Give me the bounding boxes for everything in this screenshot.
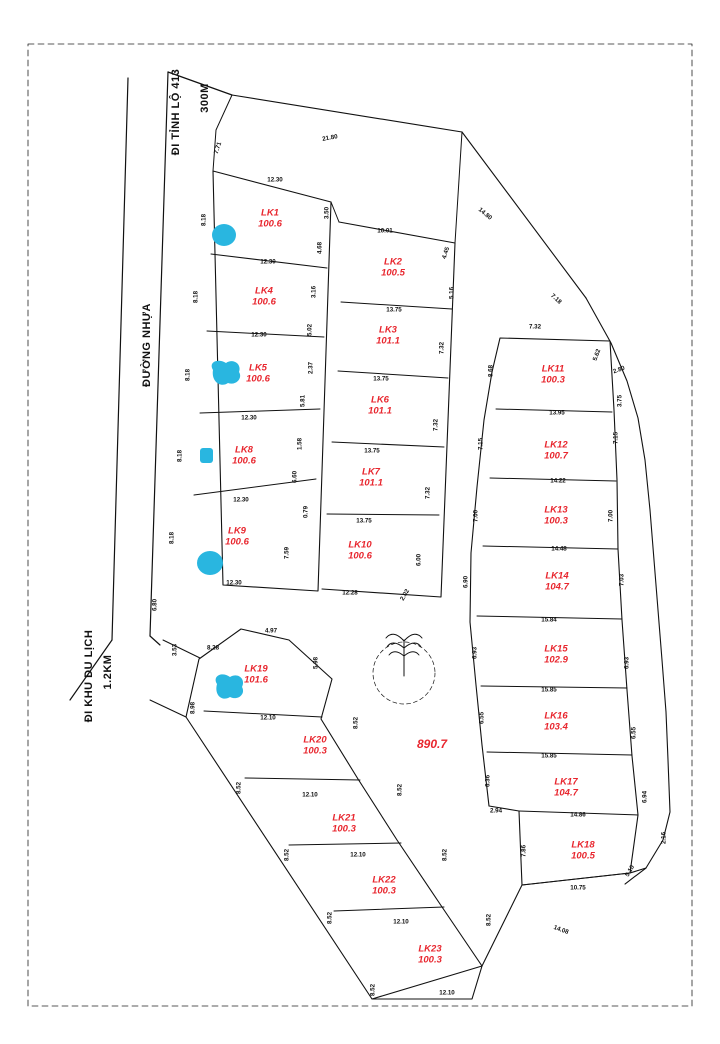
road-label-khu-du-lich: ĐI KHU DU LỊCH [83, 629, 95, 723]
dimension-label: 2.16 [660, 831, 668, 845]
dimension-label: 8.28 [206, 644, 220, 652]
dimension-label: 14.22 [550, 477, 566, 485]
dimension-label: 7.03 [618, 573, 626, 587]
dimension-label: 14.80 [476, 206, 494, 222]
block-east-bottom [522, 873, 630, 885]
road-edge-north [168, 72, 232, 95]
road-label-duong-nhua: ĐƯỜNG NHỰA [141, 303, 153, 387]
lot-area: 100.3 [303, 745, 327, 756]
dimension-label: 2.80 [612, 364, 626, 376]
dimension-label: 14.86 [570, 811, 586, 819]
east-boundary [586, 298, 670, 884]
road-lower-west [70, 640, 112, 700]
dimension-label: 12.30 [233, 496, 249, 504]
dimension-label: 7.18 [549, 292, 563, 306]
dimension-label: 7.86 [520, 844, 528, 858]
dimension-label: 12.30 [241, 414, 257, 422]
lot-area: 100.3 [372, 885, 396, 896]
south-road-link-b [150, 700, 186, 717]
dimension-label: 8.52 [352, 716, 360, 730]
lot-area: 103.4 [544, 721, 568, 732]
lot-div-lk1-lk4 [211, 254, 327, 268]
dimension-label: 3.53 [171, 643, 179, 657]
dimension-label: 8.52 [396, 783, 404, 797]
lot-code: LK9 [228, 525, 246, 537]
spacer [232, 95, 560, 600]
dimension-label: 7.59 [283, 546, 291, 560]
dimension-label: 8.18 [192, 290, 200, 304]
lot-area: 101.6 [244, 674, 268, 685]
lot-area: 100.6 [252, 296, 276, 307]
lot-code: LK10 [348, 539, 372, 551]
lot-code: LK15 [544, 643, 568, 655]
block-west-top-link [213, 95, 232, 171]
lot-code: LK17 [554, 776, 578, 788]
lot-div-lk6-lk7 [332, 442, 444, 447]
lot-area: 100.6 [232, 455, 256, 466]
road-lower-east [150, 636, 160, 645]
dimension-label: 14.08 [552, 924, 570, 936]
dimension-label: 6.55 [630, 726, 638, 740]
dimension-label: 2.02 [398, 588, 412, 602]
dimension-label: 5.10 [623, 864, 637, 878]
lot-code: LK18 [571, 839, 595, 851]
lot-area: 100.5 [571, 850, 595, 861]
spacer2 [186, 628, 503, 1000]
dimension-label: 12.30 [226, 579, 242, 587]
lot-area: 101.1 [368, 405, 392, 416]
dimension-label: 10.75 [570, 884, 586, 892]
dimension-label: 10.01 [377, 227, 393, 235]
lot-div-lk21-lk22 [289, 843, 401, 845]
dimension-label: 6.00 [415, 553, 423, 567]
lot-area: 100.3 [544, 515, 568, 526]
road-edge-west [112, 78, 128, 640]
block-east-outline [470, 338, 638, 885]
south-road-link-a [163, 640, 200, 658]
lot-code: LK6 [371, 394, 389, 406]
dimension-label: 12.10 [260, 714, 276, 722]
dimension-label: 1.58 [296, 437, 304, 451]
dimension-label: 13.95 [549, 409, 565, 417]
dimension-label: 13.75 [373, 375, 389, 383]
dimension-label: 13.75 [386, 306, 402, 314]
road-edge-east [150, 72, 168, 636]
dimension-label: 7.32 [432, 418, 440, 432]
dimension-label: 7.71 [212, 141, 224, 155]
dimension-label: 12.10 [302, 791, 318, 799]
dimension-label: 12.28 [342, 589, 358, 597]
dimension-label: 15.85 [541, 686, 557, 694]
road-label-300m: 300M [199, 83, 211, 113]
lot-code: LK4 [255, 285, 273, 297]
lot-area: 104.7 [545, 581, 569, 592]
road-label-1-2km: 1.2KM [102, 654, 114, 690]
dimension-label: 8.18 [168, 531, 176, 545]
lot-code: LK21 [332, 812, 356, 824]
lot-div-lk16-lk17 [487, 752, 632, 755]
lot-code: LK5 [249, 362, 267, 374]
dimension-label: 8.52 [485, 913, 493, 927]
lot-area: 100.6 [225, 536, 249, 547]
lot-code: LK23 [418, 943, 442, 955]
lot-code: LK3 [379, 324, 397, 336]
block-west-outline [213, 171, 331, 591]
lot-area: 100.6 [348, 550, 372, 561]
lot-code: LK7 [362, 466, 380, 478]
dimension-label: 12.30 [251, 331, 267, 339]
lot-div-lk5-lk8 [200, 409, 320, 413]
lot-code: LK1 [261, 207, 279, 219]
dimension-label: 5.16 [448, 286, 456, 300]
dimension-label: 8.18 [200, 213, 208, 227]
lot-area: 100.5 [381, 267, 405, 278]
lot-area: 102.9 [544, 654, 568, 665]
dimension-label: 7.15 [477, 437, 485, 451]
dimension-label: 12.30 [260, 258, 276, 266]
lot-code: LK11 [541, 363, 565, 375]
dimension-label: 7.00 [472, 509, 480, 523]
dimension-label: 4.45 [440, 246, 452, 260]
lot-div-lk19-lk20 [204, 711, 322, 717]
dimension-label: 4.68 [316, 241, 324, 255]
dimension-label: 21.80 [321, 133, 339, 143]
dimension-label: 8.52 [441, 848, 449, 862]
dimension-label: 8.18 [184, 368, 192, 382]
lot-div-lk22-lk23 [334, 907, 444, 911]
dimension-label: 5.02 [306, 323, 314, 337]
lot-area: 100.3 [332, 823, 356, 834]
lot-code: LK19 [244, 663, 268, 675]
common-area-label: 890.7 [416, 737, 448, 751]
north-boundary-2 [462, 132, 586, 298]
dimension-label: 6.90 [462, 575, 470, 589]
page-border [28, 44, 692, 1006]
lot-area: 101.1 [359, 477, 383, 488]
lot-area: 100.6 [258, 218, 282, 229]
dimension-label: 8.52 [326, 911, 334, 925]
dimension-label: 6.93 [623, 656, 631, 670]
lot-div-lk11-lk12 [496, 409, 612, 412]
dimension-label: 15.84 [541, 616, 557, 624]
dimension-label: 8.52 [283, 848, 291, 862]
dimension-label: 8.52 [369, 983, 377, 997]
lot-div-lk3-lk6 [338, 371, 448, 378]
dimension-label: 8.68 [487, 364, 495, 378]
dimension-label: 7.00 [607, 509, 615, 523]
dimension-label: 0.79 [302, 505, 310, 519]
dimension-label: 3.16 [310, 285, 318, 299]
lot-div-lk4-lk5 [207, 331, 324, 337]
dimension-label: 5.81 [299, 394, 307, 408]
lot-area: 101.1 [376, 335, 400, 346]
lot-code: LK13 [544, 504, 568, 516]
road-label-tinh-lo: ĐI TỈNH LỘ 413 [170, 68, 182, 156]
lot-area: 100.3 [418, 954, 442, 965]
block-south-bottom [369, 966, 482, 999]
dimension-label: 6.93 [471, 646, 479, 660]
block-south-outline [186, 629, 482, 999]
dimension-label: 7.32 [438, 341, 446, 355]
dimension-label: 8.52 [235, 781, 243, 795]
lot-code: LK16 [544, 710, 568, 722]
dimension-label: 6.55 [478, 711, 486, 725]
dimension-label: 13.75 [364, 447, 380, 455]
lot-area: 100.7 [544, 450, 568, 461]
lot-area: 100.3 [541, 374, 565, 385]
dimension-label: 13.75 [356, 517, 372, 525]
lot-code: LK20 [303, 734, 327, 746]
lot-code: LK8 [235, 444, 253, 456]
dimension-label: 12.10 [393, 918, 409, 926]
lot-div-lk13-lk14 [483, 546, 618, 549]
dimension-label: 6.80 [151, 598, 159, 612]
dimension-label: 7.32 [528, 323, 542, 331]
dimension-label: 2.37 [307, 361, 315, 375]
dimension-label: 14.48 [551, 545, 567, 553]
dimension-label: 5.98 [312, 656, 320, 670]
dimension-label: 4.97 [264, 627, 278, 635]
southeast-link [482, 885, 522, 966]
block-mid-left-cap [331, 202, 339, 222]
lot-code: LK14 [545, 570, 569, 582]
dimension-label: 7.15 [612, 431, 620, 445]
dimension-label: 12.10 [350, 851, 366, 859]
lot-div-lk7-lk10 [327, 514, 439, 515]
lot-div-lk8-lk9 [194, 479, 316, 495]
tree-symbol-vector [373, 634, 435, 704]
lot-area: 104.7 [554, 787, 578, 798]
dimension-label: 3.75 [616, 394, 624, 408]
dimension-label: 12.30 [267, 176, 283, 184]
dimension-label: 7.32 [424, 486, 432, 500]
dimension-label: 15.85 [541, 752, 557, 760]
dimension-label: 6.36 [484, 774, 492, 788]
block-mid-outline [322, 222, 455, 597]
lot-div-lk20-lk21 [245, 778, 360, 780]
lot-div-lk15-lk16 [481, 686, 627, 688]
lot-area: 100.6 [246, 373, 270, 384]
dimension-label: 3.50 [323, 206, 331, 220]
lot-div-lk17-lk18 [519, 811, 638, 815]
dimension-label: 8.18 [176, 449, 184, 463]
dimension-label: 12.10 [439, 989, 455, 997]
lot-code: LK2 [384, 256, 402, 268]
lot-div-lk12-lk13 [490, 478, 616, 481]
dimension-label: 8.98 [189, 701, 197, 715]
dimension-label: 2.94 [489, 807, 503, 815]
block-mid-right-cap [455, 132, 462, 243]
dimension-label: 6.60 [291, 470, 299, 484]
lot-code: LK12 [544, 439, 568, 451]
north-boundary-1 [232, 95, 462, 132]
lot-div-lk14-lk15 [477, 616, 622, 619]
dimension-label: 5.62 [591, 348, 603, 362]
lot-div-lk2-lk3 [341, 302, 452, 309]
lot-code: LK22 [372, 874, 396, 886]
dimension-label: 6.94 [641, 790, 649, 804]
